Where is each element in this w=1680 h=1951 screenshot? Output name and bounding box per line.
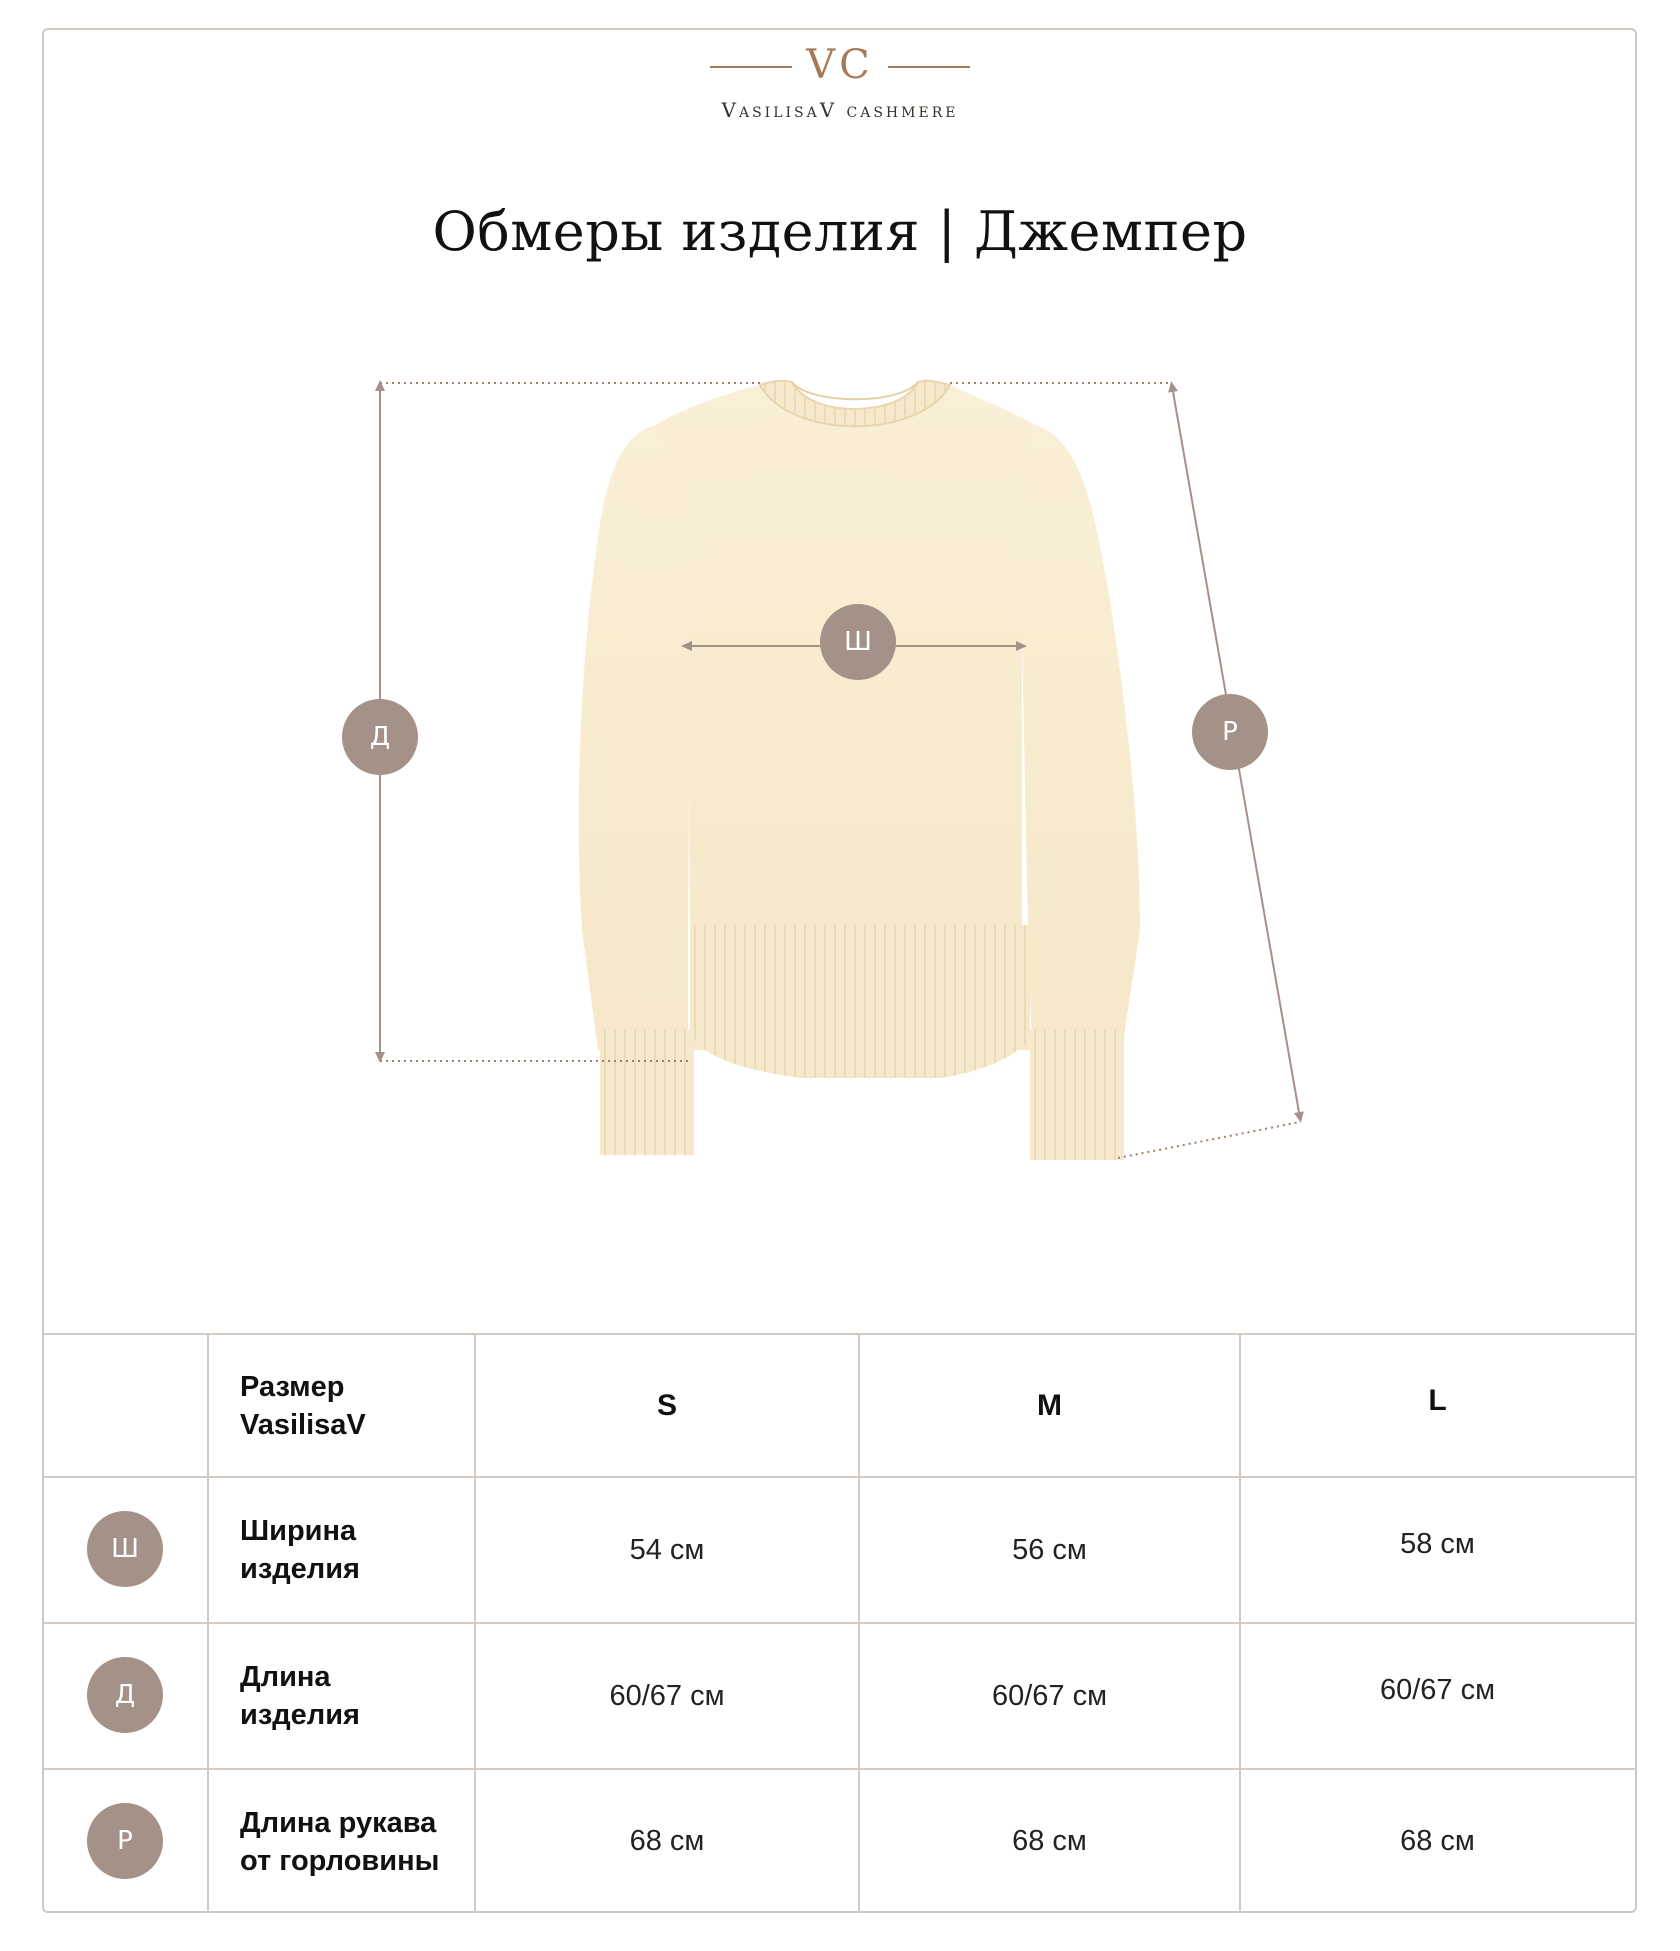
table-rule	[207, 1333, 209, 1913]
row-sleeve-label: Длина рукава от горловины	[240, 1806, 440, 1877]
left-sleeve	[579, 425, 700, 1050]
row-sleeve-m: 68 см	[1012, 1825, 1087, 1857]
right-sleeve	[1012, 425, 1140, 1050]
length-marker-badge: Д	[342, 699, 418, 775]
header-size-l: L	[1428, 1383, 1447, 1417]
row-width-label: Ширина изделия	[240, 1515, 360, 1585]
row-sleeve-badge: Р	[87, 1803, 163, 1879]
row-width-m: 56 см	[1012, 1533, 1087, 1566]
sweater-hem	[692, 925, 1030, 1078]
header-size-s: S	[656, 1388, 677, 1422]
row-width-badge: Ш	[87, 1511, 163, 1587]
logo-brand-name: VasilisaV cashmere	[721, 98, 959, 122]
row-length-label: Длина изделия	[240, 1661, 360, 1731]
header-size-label: Размер VasilisaV	[240, 1370, 366, 1441]
row-length-badge: Д	[87, 1657, 163, 1733]
header-size-m: M	[1037, 1388, 1062, 1422]
row-length-s: 60/67 см	[609, 1679, 725, 1712]
left-cuff	[600, 1030, 694, 1155]
row-width-l: 58 см	[1400, 1527, 1475, 1560]
width-marker-badge: Ш	[820, 604, 896, 680]
sleeve-bottom-dotted	[1118, 1122, 1300, 1158]
row-width-s: 54 см	[629, 1533, 705, 1566]
sweater-illustration	[579, 381, 1140, 1160]
row-length-m: 60/67 см	[991, 1679, 1108, 1712]
sleeve-marker-badge: Р	[1192, 694, 1268, 770]
row-sleeve-s: 68 см	[629, 1825, 705, 1857]
logo-monogram-text: VC	[806, 42, 874, 88]
page-title: Обмеры изделия | Джемпер	[432, 200, 1248, 263]
row-length-l: 60/67 см	[1379, 1673, 1496, 1706]
row-sleeve-l: 68 см	[1400, 1825, 1475, 1857]
right-cuff	[1030, 1030, 1124, 1160]
